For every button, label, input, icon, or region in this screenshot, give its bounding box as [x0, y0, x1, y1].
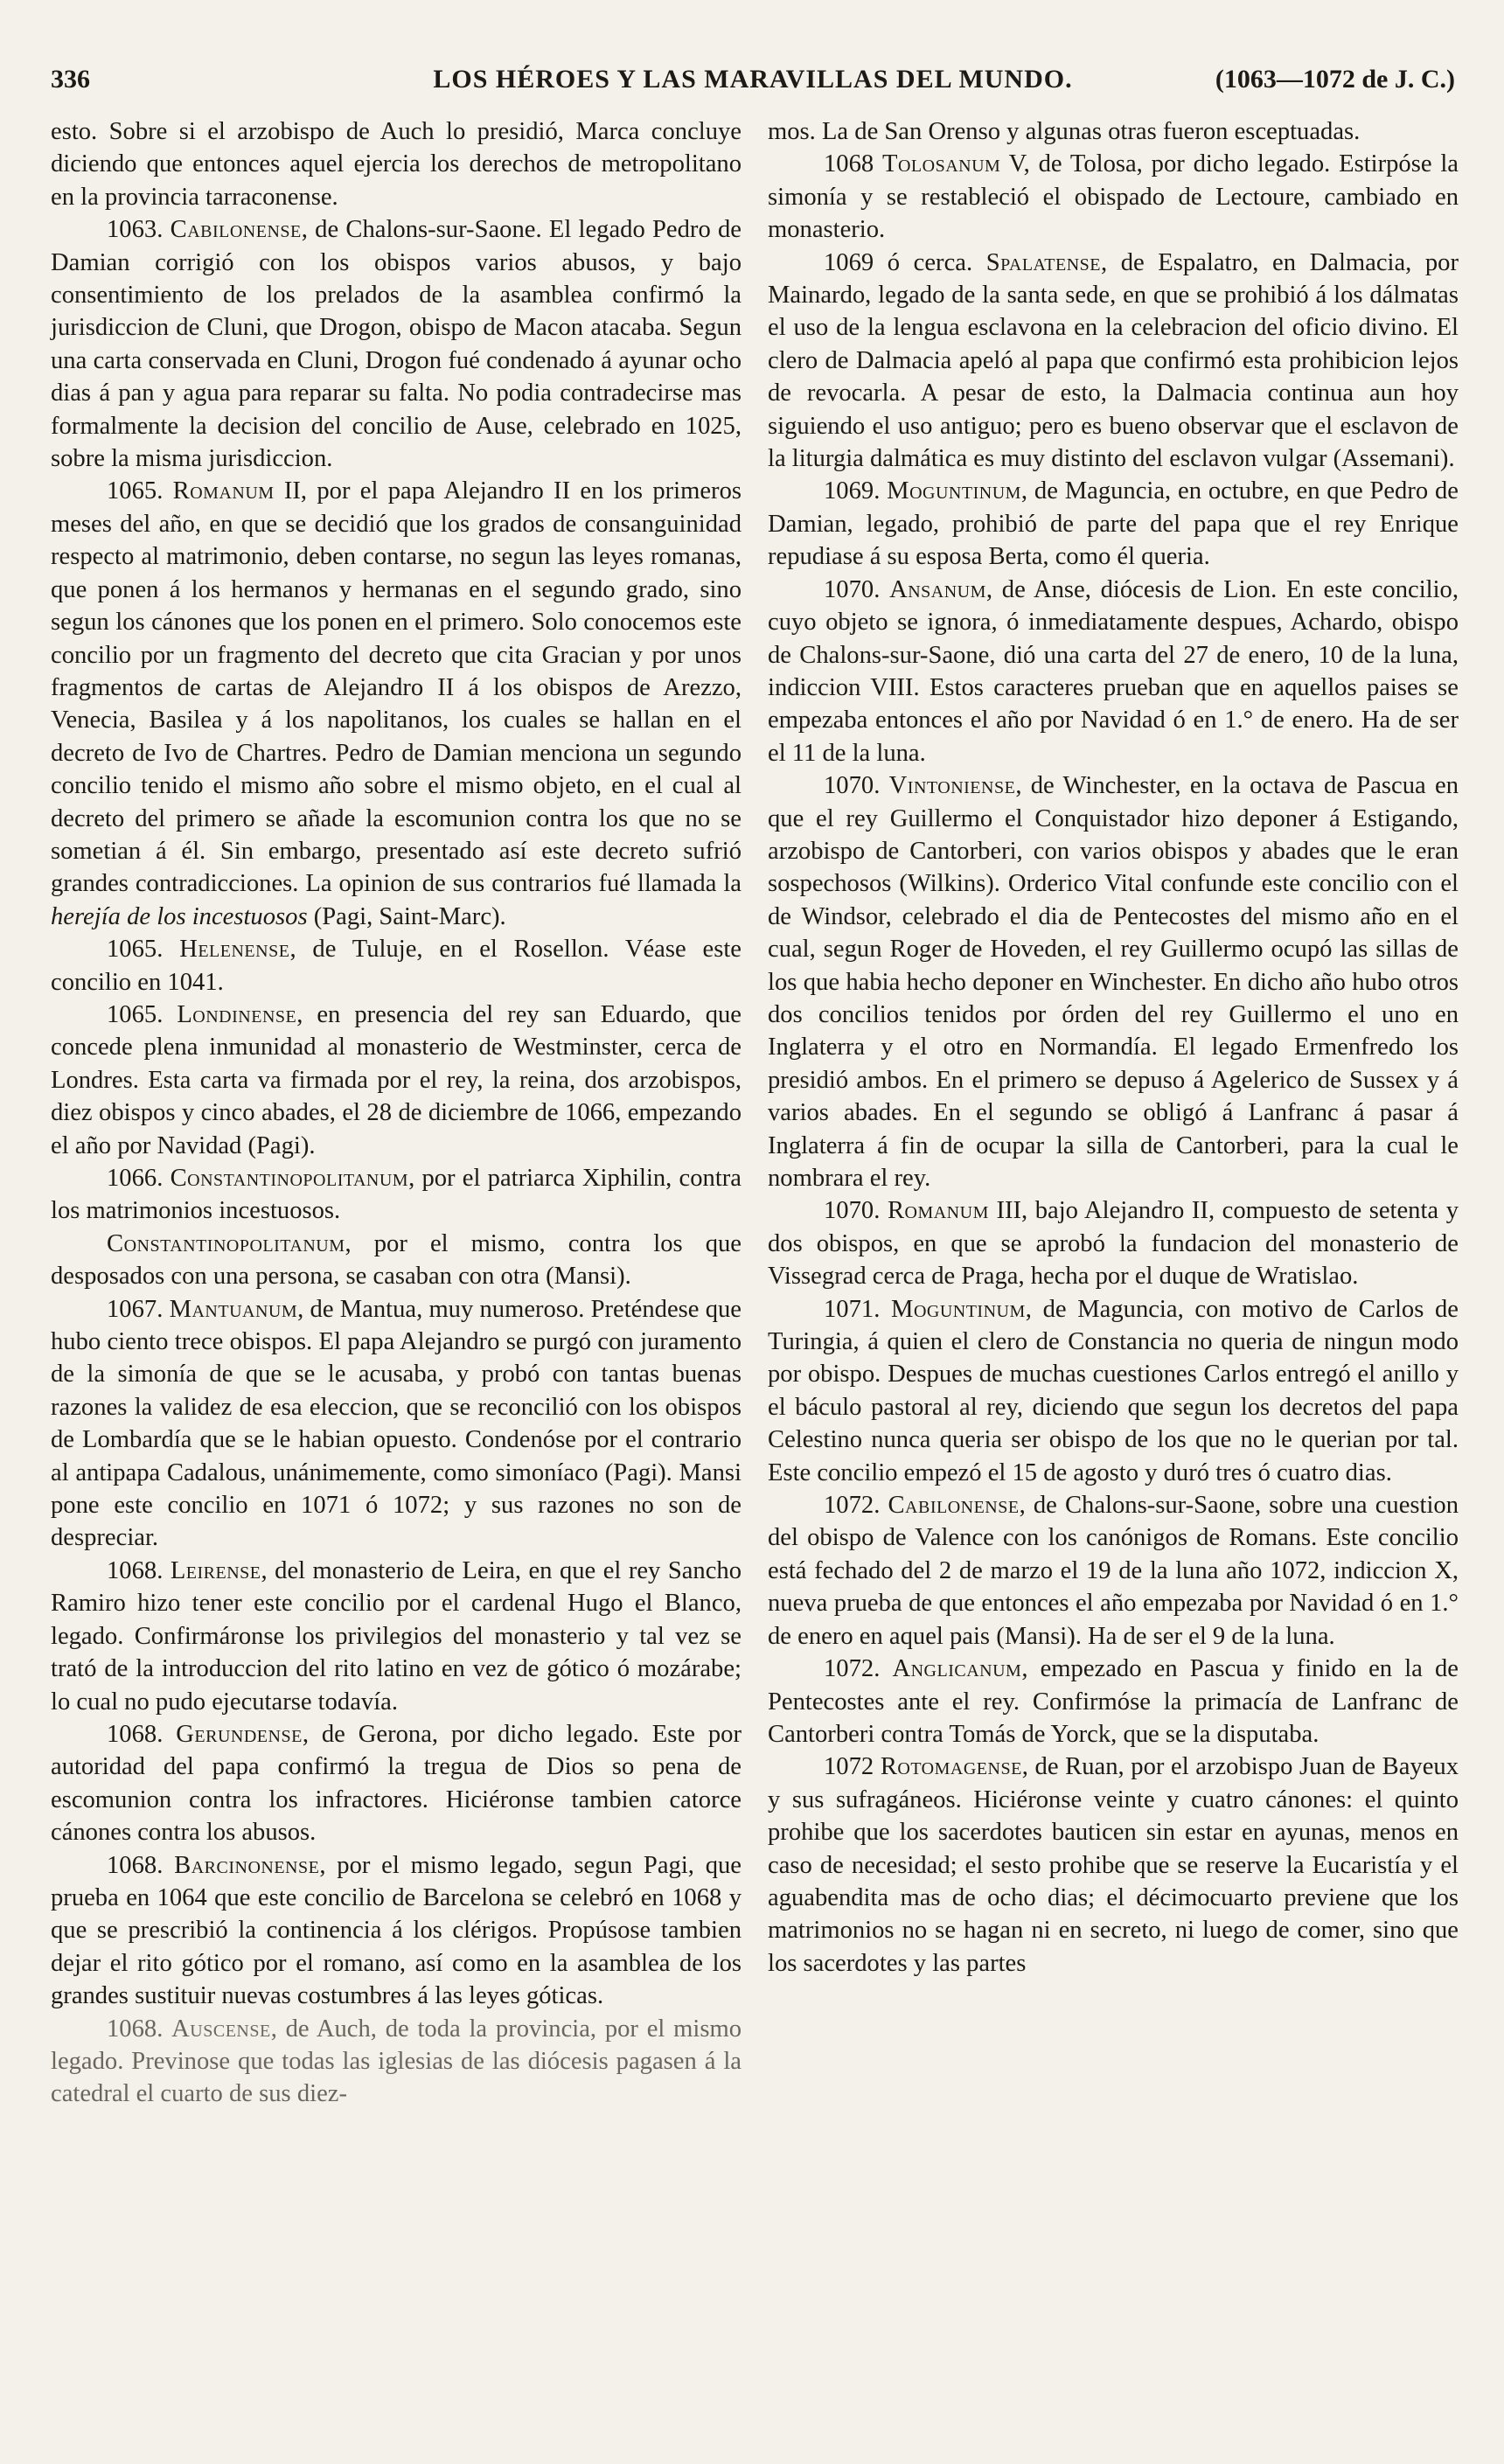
council-name: Vintoniense	[888, 772, 1016, 800]
entry-italic: herejía de los incestuosos	[51, 902, 308, 930]
entry-text: V, de Tolosa, por dicho legado. Estirpóse la simonía y se restableció el obispado de Lectoure, cambiado en monasterio.	[768, 150, 1459, 244]
council-entry	[51, 1228, 742, 1293]
entry-text: mos. La de San Orenso y algunas otras fueron esceptuadas.	[768, 118, 1361, 145]
entry-year: 1072	[824, 1753, 874, 1781]
council-entry	[768, 1293, 1459, 1489]
running-title: LOS HÉROES Y LAS MARAVILLAS DEL MUNDO.	[433, 65, 1073, 94]
entry-year: 1065.	[107, 1000, 164, 1028]
entry-text: , de Tuluje, en el Rosellon. Véase este concilio en 1041.	[51, 936, 742, 996]
entry-year: 1068.	[107, 1851, 164, 1879]
council-entry	[768, 1489, 1459, 1653]
entry-year: 1068	[824, 150, 874, 178]
entry-year: 1065.	[107, 477, 164, 505]
council-entry	[51, 213, 742, 475]
entry-year: 1069 ó cerca.	[824, 248, 973, 276]
council-name: Barcinonense	[174, 1851, 320, 1879]
council-name: Mantuanum	[169, 1295, 298, 1323]
entry-year: 1071.	[824, 1295, 881, 1323]
entry-year: 1066.	[107, 1165, 164, 1192]
council-entry	[768, 769, 1459, 1194]
council-name: Cabilonense	[888, 1492, 1020, 1520]
council-name: Londinense	[177, 1000, 297, 1028]
entry-text: , de Anse, diócesis de Lion. En este concilio, cuyo objeto se ignora, ó inmediatamente despues, Achardo, obispo de Chalons-sur-Saone, dió una carta del 27 de enero, 10 de la luna, indiccion VIII. Estos caracteres prueban que en aquellos paises se empezaba entonces el año por Navidad ó en 1.° de enero. Ha de ser el 11 de la luna.	[768, 575, 1459, 767]
council-name: Tolosanum	[882, 150, 1001, 178]
entry-text: , en presencia del rey san Eduardo, que concede plena inmunidad al monasterio de Westminster, cerca de Londres. Esta carta va firmada por el rey, la reina, dos arzobispos, diez obispos y cinco abades, el 28 de diciembre de 1066, empezando el año por Navidad (Pagi).	[51, 1000, 742, 1159]
entry-text: , por el mismo legado, segun Pagi, que prueba en 1064 que este concilio de Barcelona se celebró en 1068 y que se prescribió la continencia á los clérigos. Propúsose tambien dejar el rito gótico por el romano, así como en la asamblea de los grandes sustituir nuevas costumbres á las leyes góticas.	[51, 1851, 742, 2010]
entry-text: III, bajo Alejandro II, compuesto de setenta y dos obispos, en que se aprobó la fundacion del monasterio de Vissegrad cerca de Praga, hecha por el duque de Wratislao.	[768, 1197, 1459, 1291]
council-name: Romanum	[887, 1197, 989, 1225]
council-entry	[768, 475, 1459, 573]
council-name: Anglicanum	[892, 1655, 1022, 1683]
entry-text: II, por el papa Alejandro II en los primeros meses del año, en que se decidió que los grados de consanguinidad respecto al matrimonio, deben contarse, no segun las leyes romanas, que ponen á los hermanos y hermanas en el segundo grado, sino segun los cánones que los ponen en el primero. Solo conocemos este concilio por un fragmento del decreto que cita Gracian y por unos fragmentos de cartas de Alejandro II á los obispos de Arezzo, Venecia, Basilea y á los napolitanos, los cuales se hallan en el decreto de Ivo de Chartres. Pedro de Damian menciona un segundo concilio tenido el mismo año sobre el mismo objeto, en el cual al decreto del primero se añade la escomunion contra los que no se sometian á él. Sin embargo, presentado así este decreto sufrió grandes contradicciones. La opinion de sus contrarios fué llamada la	[51, 477, 742, 898]
entry-year: 1072.	[824, 1655, 881, 1683]
council-entry	[51, 1718, 742, 1849]
entry-year: 1070.	[824, 1197, 881, 1225]
entry-text: , por el patriarca Xiphilin, contra los matrimonios incestuosos.	[51, 1165, 742, 1225]
entry-text: , por el mismo, contra los que desposados con una persona, se casaban con otra (Mansi).	[51, 1229, 742, 1291]
council-name: Spalatense	[985, 248, 1101, 276]
council-name: Cabilonense	[170, 216, 302, 244]
council-entry	[51, 999, 742, 1162]
entry-text: , de Espalatro, en Dalmacia, por Mainardo, legado de la santa sede, en que se prohibió á los dálmatas el uso de la lengua esclavona en la celebracion del oficio divino. El clero de Dalmacia apeló al papa que confirmó esta prohibicion lejos de revocarla. A pesar de esto, la Dalmacia continua aun hoy siguiendo el uso antiguo; pero es bueno observar que el esclavon de la liturgia dalmática es muy distinto del esclavon vulgar (Assemani).	[768, 248, 1459, 473]
council-entry	[51, 1849, 742, 2013]
council-entry	[768, 1653, 1459, 1751]
council-entry	[51, 2013, 742, 2111]
council-entry	[51, 1555, 742, 1718]
right-column	[768, 115, 1459, 1980]
entry-year: 1065.	[107, 936, 164, 964]
council-entry	[51, 475, 742, 933]
entry-text: , de Mantua, muy numeroso. Preténdese que hubo ciento trece obispos. El papa Alejandro se purgó con juramento de la simonía de que se le acusaba, y probó con tantas buenas razones la validez de esa eleccion, que se reconcilió con los obispos de Lombardía que se le habian opuesto. Condenóse por el contrario al antipapa Cadalous, unánimemente, como simoníaco (Pagi). Mansi pone este concilio en 1071 ó 1072; y sus razones no son de despreciar.	[51, 1295, 742, 1552]
entry-year: 1067.	[107, 1295, 164, 1323]
council-name: Moguntinum	[887, 477, 1021, 505]
entry-year: 1072.	[824, 1492, 881, 1520]
entry-year: 1068.	[107, 2015, 164, 2043]
council-entry	[51, 1162, 742, 1228]
entry-year: 1063.	[107, 216, 164, 244]
entry-year: 1070.	[824, 772, 881, 800]
entry-text: , del monasterio de Leira, en que el rey Sancho Ramiro hizo tener este concilio por el cardenal Hugo el Blanco, legado. Confirmáronse los privilegios del monasterio y tal vez se trató de la introduccion del rito latino en vez de gótico ó mozárabe; lo cual no pudo ejecutarse todavía.	[51, 1556, 742, 1716]
entry-year: 1069.	[824, 477, 881, 505]
entry-text: , de Maguncia, en octubre, en que Pedro de Damian, legado, prohibió de parte del papa que el rey Enrique repudiase á su esposa Berta, como él queria.	[768, 477, 1459, 571]
entry-text: esto. Sobre si el arzobispo de Auch lo presidió, Marca concluye diciendo que entonces aquel ejercia los derechos de metropolitano en la provincia tarraconense.	[51, 118, 742, 211]
council-name: Rotomagense	[880, 1753, 1022, 1781]
entry-year: 1070.	[824, 575, 881, 603]
council-name: Ansanum	[889, 575, 986, 603]
council-entry	[768, 1751, 1459, 1980]
page-number: 336	[51, 65, 90, 94]
council-name: Romanum	[172, 477, 275, 505]
entry-year: 1068.	[107, 1720, 164, 1748]
council-name: Constantinopolitanum	[170, 1165, 409, 1192]
entry-text: , de Winchester, en la octava de Pascua en que el rey Guillermo el Conquistador hizo deponer á Estigando, arzobispo de Cantorberi, con varios obispos y abades que le eran sospechosos (Wilkins). Orderico Vital confunde este concilio con el de Windsor, celebrado el dia de Pentecostes del mismo año en el cual, segun Roger de Hoveden, el rey Guillermo ocupó las sillas de los que habia hecho deponer en Winchester. En dicho año hubo otros dos concilios tenidos por órden del rey Guillermo el uno en Inglaterra y el otro en Normandía. El legado Ermenfredo los presidió ambos. En el primero se depuso á Agelerico de Sussex y á varios abades. En el segundo se obligó á Lanfranc á pasar á Inglaterra á fin de ocupar la silla de Cantorberi, para la cual le nombrara el rey.	[768, 772, 1459, 1192]
entry-text: , de Gerona, por dicho legado. Este por autoridad del papa confirmó la tregua de Dios so pena de escomunion contra los infractores. Hiciéronse tambien catorce cánones contra los abusos.	[51, 1720, 742, 1847]
entry-year: 1068.	[107, 1556, 164, 1584]
page-header	[51, 65, 1455, 108]
council-entry	[768, 574, 1459, 769]
continued-text	[51, 115, 742, 213]
council-name: Gerundense	[176, 1720, 303, 1748]
council-name: Moguntinum	[891, 1295, 1026, 1323]
entry-text: , de Maguncia, con motivo de Carlos de Turingia, á quien el clero de Constancia no queria de ningun modo por obispo. Despues de muchas cuestiones Carlos entregó el anillo y el báculo pastoral al rey, diciendo que segun los decretos del papa Celestino nunca queria ser obispo de los que no le querian por tal. Este concilio empezó el 15 de agosto y duró tres ó cuatro dias.	[768, 1295, 1459, 1486]
entry-text: , de Ruan, por el arzobispo Juan de Bayeux y sus sufragáneos. Hiciéronse veinte y cuatro cánones: el quinto prohibe que los sacerdotes bauticen sin estar en ayunas, menos en caso de necesidad; el sesto prohibe que se reserve la Eucaristía y el aguabendita mas de ocho dias; el décimocuarto previene que los matrimonios no se hagan ni en secreto, ni luego de comer, sino que los sacerdotes y las partes	[768, 1753, 1459, 1977]
council-entry	[768, 148, 1459, 246]
council-name: Helenense	[179, 936, 290, 964]
date-range: (1063—1072 de J. C.)	[1215, 65, 1455, 94]
entry-text: , de Auch, de toda la provincia, por el mismo legado. Previnose que todas las iglesias de las diócesis pagasen á la catedral el cuarto de sus diez-	[51, 2015, 742, 2108]
council-name: Constantinopolitanum	[107, 1229, 345, 1257]
entry-tail: (Pagi, Saint-Marc).	[307, 902, 506, 930]
entry-text: , de Chalons-sur-Saone. El legado Pedro de Damian corrigió con los obispos varios abusos, y bajo consentimiento de los prelados de la asamblea confirmó la jurisdiccion de Cluni, que Drogon, obispo de Macon atacaba. Segun una carta conservada en Cluni, Drogon fué condenado á ayunar ocho dias á pan y agua para reparar su falta. No podia contradecirse mas formalmente la decision del concilio de Ause, celebrado en 1025, sobre la misma jurisdiccion.	[51, 216, 742, 473]
entry-text: , de Chalons-sur-Saone, sobre una cuestion del obispo de Valence con los canónigos de Romans. Este concilio está fechado del 2 de marzo el 19 de la luna año 1072, indiccion X, nueva prueba de que entonces el año empezaba por Navidad ó en 1.° de enero en aquel pais (Mansi). Ha de ser el 9 de la luna.	[768, 1492, 1459, 1650]
entry-text: , empezado en Pascua y finido en la de Pentecostes ante el rey. Confirmóse la primacía de Lanfranc de Cantorberi contra Tomás de Yorck, que se la disputaba.	[768, 1655, 1459, 1748]
left-column	[51, 115, 742, 2111]
council-entry	[768, 247, 1459, 476]
council-name: Leirense	[170, 1556, 261, 1584]
council-entry	[51, 933, 742, 999]
council-entry	[51, 1293, 742, 1555]
council-name: Auscense	[171, 2015, 271, 2043]
continued-text	[768, 115, 1459, 148]
council-entry	[768, 1194, 1459, 1292]
